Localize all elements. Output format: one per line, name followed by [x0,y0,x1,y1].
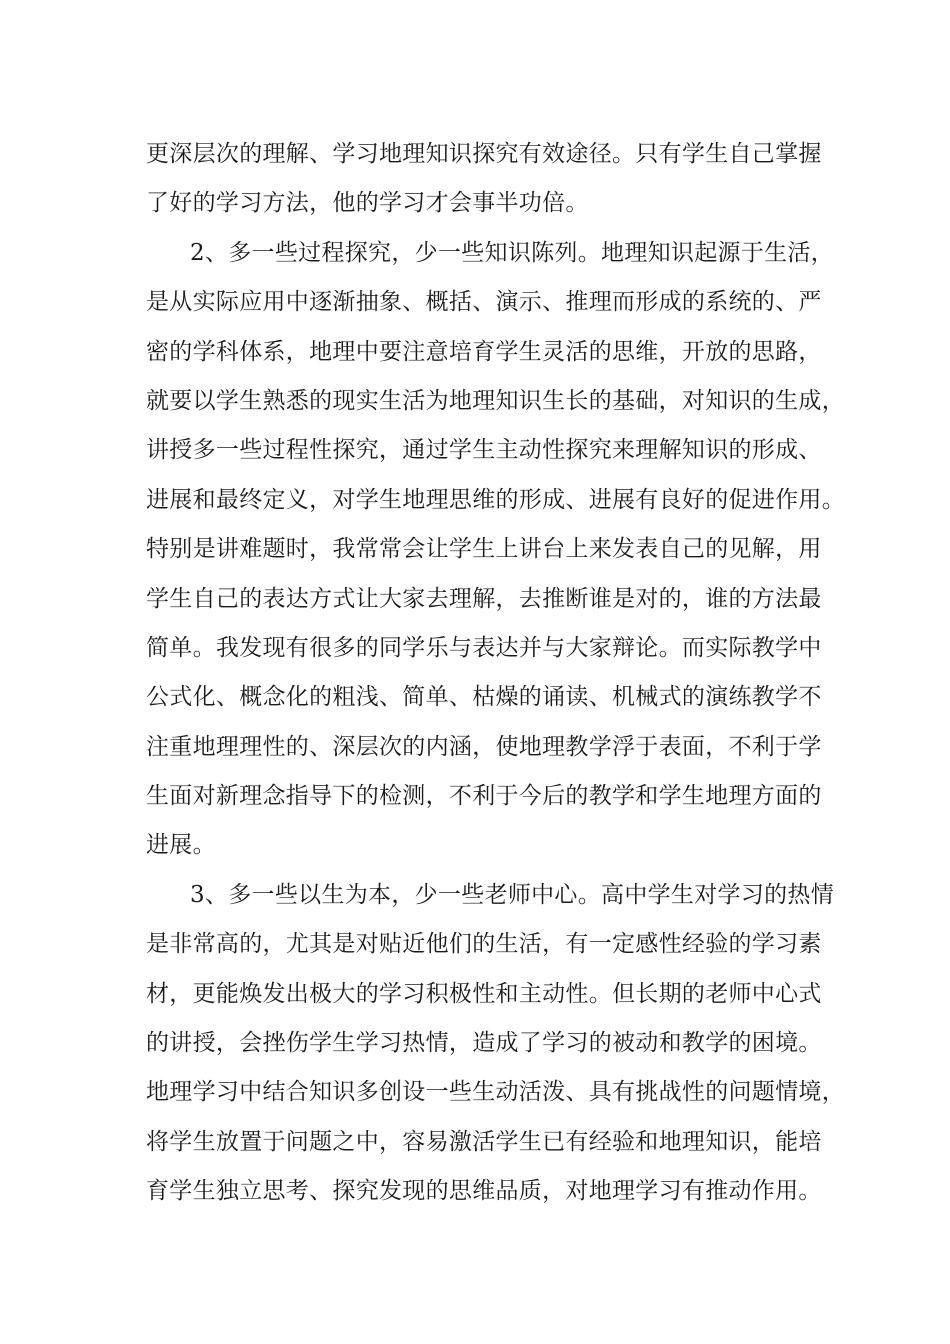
text-line: 就要以学生熟悉的现实生活为地理知识生长的基础，对知识的生成， [146,387,845,414]
text-line: 学生自己的表达方式让大家去理解，去推断谁是对的，谁的方法最 [146,585,822,612]
document-body [146,130,845,1217]
text-line: 是从实际应用中逐渐抽象、概括、演示、推理而形成的系统的、严 [146,289,822,316]
text-line: 公式化、概念化的粗浅、简单、枯燥的诵读、机械式的演练教学不 [146,684,822,711]
text-line: 注重地理理性的、深层次的内涵，使地理教学浮于表面，不利于学 [146,733,822,760]
paragraph-3-start: 3、多一些以生为本，少一些老师中心。高中学生对学习的热情 [190,881,835,908]
text-line: 特别是讲难题时，我常常会让学生上讲台上来发表自己的见解，用 [146,536,822,563]
text-line: 讲授多一些过程性探究，通过学生主动性探究来理解知识的形成、 [146,437,822,464]
text-line: 进展。 [146,832,216,859]
text-line: 了好的学习方法，他的学习才会事半功倍。 [146,190,589,217]
text-line: 的讲授，会挫伤学生学习热情，造成了学习的被动和教学的困境。 [146,1030,822,1057]
text-line: 密的学科体系，地理中要注意培育学生灵活的思维，开放的思路， [146,338,822,365]
paragraph-2-start: 2、多一些过程探究，少一些知识陈列。地理知识起源于生活， [190,239,835,266]
text-line: 育学生独立思考、探究发现的思维品质，对地理学习有推动作用。 [146,1178,822,1205]
text-line: 材，更能焕发出极大的学习积极性和主动性。但长期的老师中心式 [146,980,822,1007]
text-line: 进展和最终定义，对学生地理思维的形成、进展有良好的促进作用。 [146,486,845,513]
text-line: 简单。我发现有很多的同学乐与表达并与大家辩论。而实际教学中 [146,634,822,661]
text-line: 生面对新理念指导下的检测，不利于今后的教学和学生地理方面的 [146,783,822,810]
text-line: 将学生放置于问题之中，容易激活学生已有经验和地理知识，能培 [146,1128,822,1155]
text-line: 是非常高的，尤其是对贴近他们的生活，有一定感性经验的学习素 [146,931,822,958]
text-line: 地理学习中结合知识多创设一些生动活泼、具有挑战性的问题情境， [146,1079,845,1106]
text-line: 更深层次的理解、学习地理知识探究有效途径。只有学生自己掌握 [146,141,822,167]
